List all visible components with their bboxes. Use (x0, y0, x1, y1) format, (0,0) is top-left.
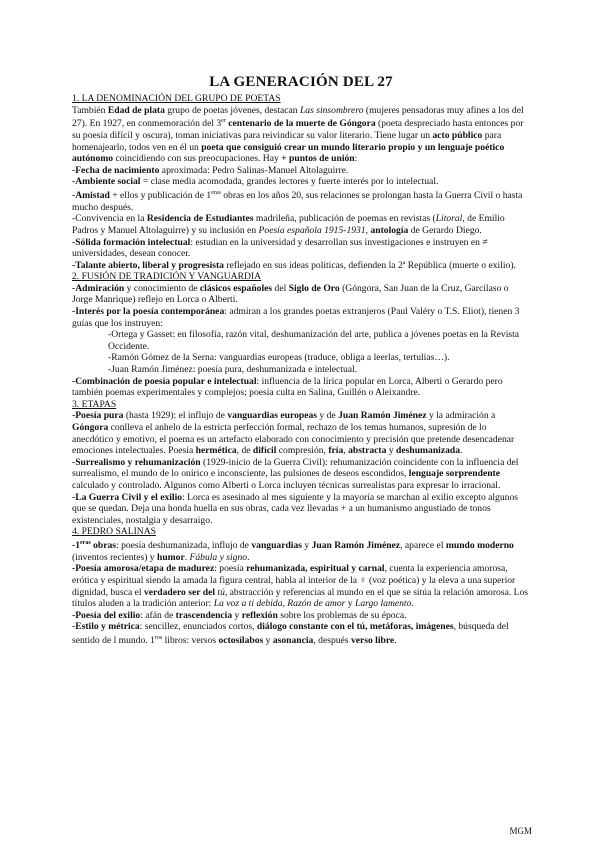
list-item-amistad: -Amistad + ellos y publicación de $1^{eras}$ obras en los años 20, sus relaciones se prolongan hasta la Guerra Civil o hasta mucho después. (72, 189, 523, 213)
guide-juan-ramon: -Juan Ramón Jiménez: poesía pura, deshumanizada e intelectual. (108, 364, 358, 376)
list-item-combinacion: -Combinación de poesía popular e intelectual: influencia de la lírica popular en Lorca, Alberti o Gerardo pero también poemas experimentales y complejos; poesía culta en Salina, Guillén o Aleixandre. (72, 375, 503, 399)
paragraph-intro: También Edad de plata grupo de poetas jóvenes, destacan Las sinsombrero (mujeres pensadoras muy afines a los del 27). En 1927, en conmemoración del 3er centenario de la muerte de Góngora (poeta despreciado hasta entonces por su poesía difícil y oscura), toman iniciativas para reivindicar su valor literario. Tiene lugar un acto público para homenajearlo, todos ven en él un poeta que consiguió crear un mundo literario propio y un lenguaje poético autónomo coincidiendo con sus preocupaciones. Hay + puntos de unión: (72, 104, 524, 165)
guide-ramon: -Ramón Gómez de la Serna: vanguardias europeas (traduce, obliga a leerlas, tertulias…). (108, 352, 450, 364)
document-page (72, 74, 530, 647)
list-item-convivencia: -Convivencia en la Residencia de Estudiantes madrileña, publicación de poemas en revistas (Litoral, de Emilio Padros y Manuel Altolaguirre) y su inclusión en Poesía española 1915-1931, antología de Gerardo Diego. (72, 213, 505, 236)
list-item-admiracion: -Admiración y conocimiento de clásicos españoles del Siglo de Oro (Góngora, San Juan de la Cruz, Garcilaso o Jorge Manrique) reflejo en Lorca o Alberti. (72, 282, 509, 306)
section-heading-4: 4. PEDRO SALINAS (72, 526, 156, 538)
list-item-formacion: -Sólida formación intelectual: estudian en la universidad y desarrollan sus investigaciones e instruyen en ≠ universidades, desean conocer. (72, 236, 488, 260)
list-item-fecha: -Fecha de nacimiento aproximada: Pedro Salinas-Manuel Altolaguirre. (72, 164, 349, 176)
list-item-exilio: -Poesía del exilio: afán de trascendencia y reflexión sobre los problemas de su época. (72, 609, 407, 621)
list-item-talante: -Talante abierto, liberal y progresista reflejado en sus ideas políticas, defienden la 2ª República (muerte o exilio). (72, 259, 516, 271)
list-item-ambiente: -Ambiente social = clase media acomodada, grandes lectores y fuerte interés por lo intelectual. (72, 176, 439, 188)
list-item-guerra: -La Guerra Civil y el exilio: Lorca es asesinado al mes siguiente y la mayoría se marchan al exilio excepto algunos que se quedan. Deja una honda huella en sus obras, cada vez llevadas + a un humanismo angustiado de tonos existenciales, nostalgia y desarraigo. (72, 491, 518, 526)
section-heading-3: 3. ETAPAS (72, 398, 117, 410)
list-item-estilo: -Estilo y métrica: sencillez, enunciados cortos, diálogo constante con el tú, metáforas, imágenes, búsqueda del sentido de l mundo. $1^{ros}$ libros: versos octosílabos y asonancia, después verso libre. (72, 621, 509, 647)
section-heading-1: 1. LA DENOMINACIÓN DEL GRUPO DE POETAS (72, 93, 281, 104)
section-heading-2: 2. FUSIÓN DE TRADICIÓN Y VANGUARDIA (72, 271, 262, 283)
document-title: LA GENERACIÓN DEL 27 (209, 74, 393, 90)
guide-ortega: -Ortega y Gasset: en filosofía, razón vital, deshumanización del arte, publica a jóvenes poetas en la Revista Occidente. (108, 329, 520, 352)
list-item-primeras-obras: $-1^{eras}$ obras: poesía deshumanizada, influjo de vanguardias y Juan Ramón Jiménez, aparece el mundo moderno (inventos recientes) y humor. Fábula y signo. (72, 539, 514, 563)
list-item-interes: -Interés por la poesía contemporánea: admiran a los grandes poetas extranjeros (Paul Valéry o T.S. Eliot), tienen 3 guías que los instruyen: (72, 306, 520, 329)
list-item-surrealismo: -Surrealismo y rehumanización (1929-inicio de la Guerra Civil): rehumanización coincidente con la influencia del surrealismo, el mundo de lo onírico e inconsciente, las pulsiones de deseos escondidos, lenguaje sorprendente calculado y controlado. Algunos como Alberti o Lorca incluyen técnicas surrealistas para expresar lo irracional. (72, 456, 519, 491)
list-item-poesia-pura: -Poesía pura (hasta 1929): el influjo de vanguardias europeas y de Juan Ramón Jiménez y la admiración a Góngora conlleva el anhelo de la estricta perfección formal, rechazo de los temas humanos, supresión de lo anecdótico y emotivo, el poema es un artefacto elaborado con conocimiento y precisión que pretende desencadenar emociones intelectuales. Poesía hermética, de difícil compresión, fría, abstracta y deshumanizada. (72, 410, 515, 457)
list-item-poesia-amorosa: -Poesía amorosa/etapa de madurez: poesía rehumanizada, espiritual y carnal, cuenta la experiencia amorosa, erótica y espiritual siendo la amada la figura central, habla al interior de la ♀ (voz poética) y la eleva a una superior dignidad, busca el verdadero ser del tú, abstracción y referencias al mundo en el que se sitúa la relación amorosa. Los títulos aluden a la tradición anterior: La voz a ti debida, Razón de amor y Largo lamento. (72, 563, 529, 610)
footer-initials: MGM (509, 826, 532, 836)
